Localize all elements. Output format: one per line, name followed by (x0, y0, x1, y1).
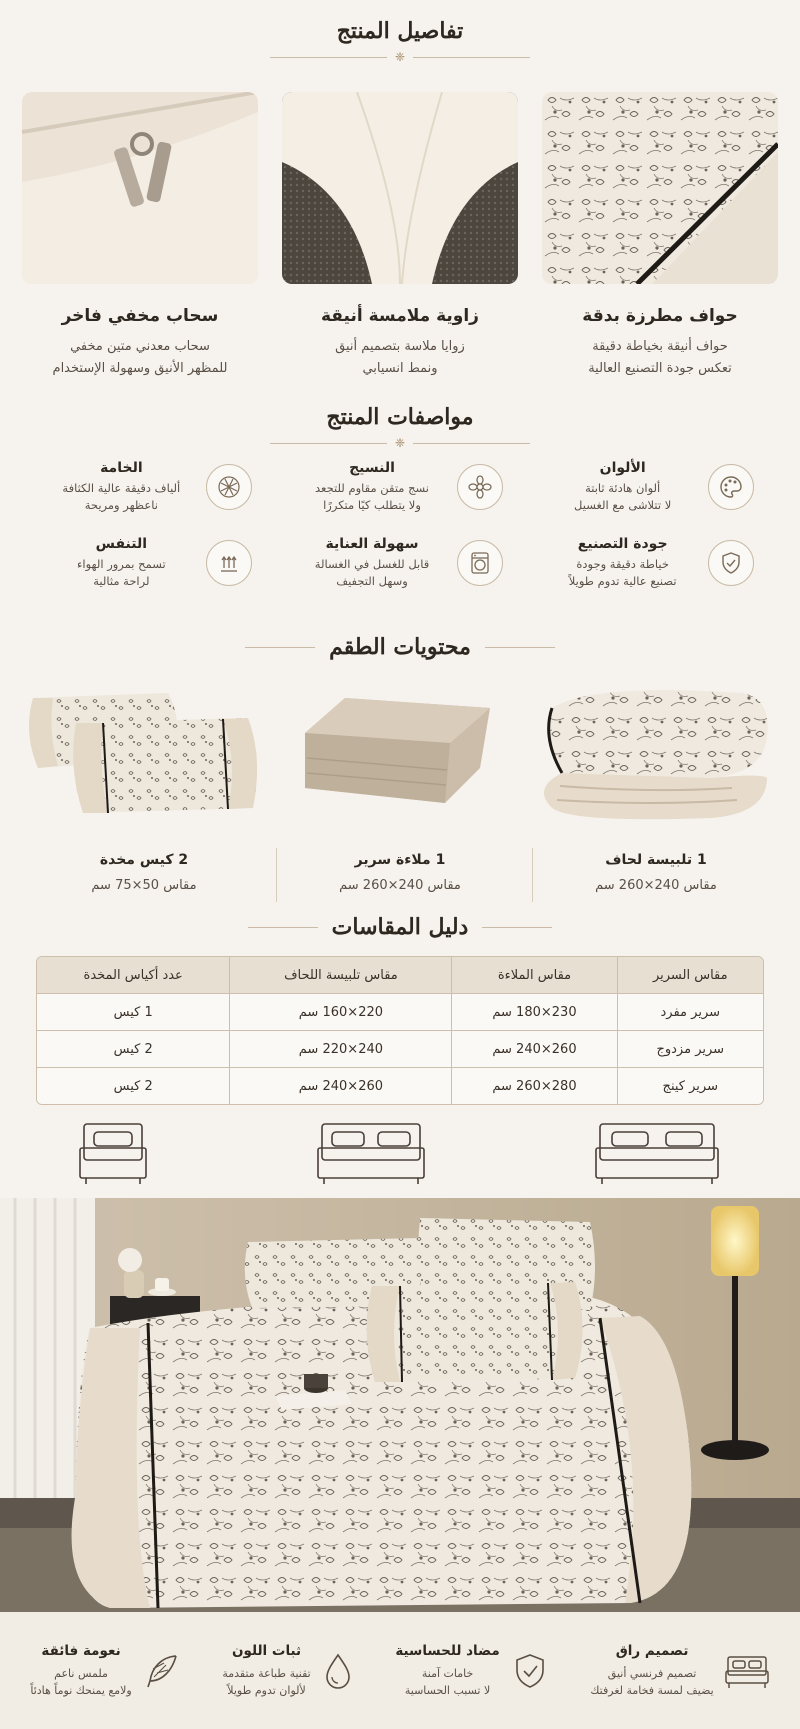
palette-icon (708, 464, 754, 510)
title-rule (482, 927, 552, 928)
specs-grid (0, 460, 800, 590)
feather-icon (142, 1651, 182, 1691)
column-header: عدد أكياس المخدة (37, 957, 229, 993)
bed-sheet-image (275, 678, 525, 828)
detail-line: للمظهر الأنيق وسهولة الإستخدام (52, 361, 228, 376)
set-item (24, 852, 264, 893)
spec-title: سهولة العناية (325, 536, 419, 552)
table-cell: سرير كينج (617, 1067, 763, 1104)
detail-line: حواف أنيقة بخياطة دقيقة (592, 339, 728, 354)
set-item-title: 2 كيس مخدة (99, 852, 189, 868)
detail-item (282, 306, 518, 380)
ornament-flower-icon: ❈ (394, 50, 406, 64)
set-item-size: مقاس 240×260 سم (595, 878, 717, 893)
spec-line: ناعظهر ومريحة (84, 498, 158, 512)
detail-item (542, 306, 778, 380)
features-bar (0, 1612, 800, 1729)
feature-line: ولامع يمنحك نوماً هادئاً (30, 1683, 132, 1697)
set-images (0, 678, 800, 828)
duvet-cover-image (532, 678, 782, 828)
table-cell: 1 كيس (37, 993, 229, 1030)
spec-title: الخامة (100, 460, 143, 476)
feature-title: تصميم راق (615, 1642, 689, 1659)
king-bed-icon (594, 1118, 720, 1188)
airflow-icon (206, 540, 252, 586)
double-bed-icon (316, 1118, 426, 1188)
details-title: تفاصيل المنتج (336, 18, 464, 44)
set-item (280, 852, 520, 893)
details-section (0, 18, 800, 64)
detail-item (22, 306, 258, 380)
title-rule (485, 647, 555, 648)
shield-check-icon (708, 540, 754, 586)
spec-item (525, 460, 776, 514)
divider (532, 848, 533, 902)
feature-line: لألوان تدوم طويلاً (227, 1683, 306, 1697)
specs-title: مواصفات المنتج (326, 404, 474, 430)
spec-line: تسمح بمرور الهواء (77, 557, 166, 571)
table-cell: 260×240 سم (229, 1067, 451, 1104)
spec-title: الألوان (599, 460, 646, 476)
spec-item (275, 536, 526, 590)
detail-title: زاوية ملامسة أنيقة (321, 306, 479, 326)
divider (276, 848, 277, 902)
table-cell: 260×240 سم (451, 1030, 616, 1067)
table-cell: 240×220 سم (229, 1030, 451, 1067)
flower-icon (457, 464, 503, 510)
set-item-title: 1 تلبيسة لحاف (605, 852, 707, 868)
detail-line: سحاب معدني متين مخفي (70, 339, 210, 354)
spec-title: النسيج (349, 460, 395, 476)
table-row (37, 1030, 763, 1067)
spec-line: نسج متقن مقاوم للتجعد (315, 481, 430, 495)
spec-title: التنفس (95, 536, 148, 552)
sizes-section (0, 914, 800, 940)
spec-title: جودة التصنيع (577, 536, 668, 552)
spec-line: وسهل التجفيف (336, 574, 408, 588)
table-header-row (37, 957, 763, 993)
table-cell: 2 كيس (37, 1030, 229, 1067)
spec-line: خياطة دقيقة وجودة (576, 557, 669, 571)
size-table-wrap (0, 956, 800, 1105)
detail-descriptions (0, 296, 800, 380)
sizes-title: دليل المقاسات (331, 914, 469, 940)
feature-item (30, 1643, 181, 1699)
column-header: مقاس الملاءة (451, 957, 616, 993)
detail-photos (0, 92, 800, 284)
set-section (0, 634, 800, 660)
feature-item (590, 1643, 769, 1699)
bedroom-photo (0, 1198, 800, 1612)
detail-line: زوايا ملاسة بتصميم أنيق (335, 339, 465, 354)
set-item-title: 1 ملاءة سرير (354, 852, 446, 868)
detail-title: حواف مطرزة بدقة (582, 306, 738, 326)
detail-line: تعكس جودة التصنيع العالية (588, 361, 732, 376)
feature-item (395, 1643, 549, 1699)
set-item-size: مقاس 240×260 سم (339, 878, 461, 893)
washing-machine-icon (457, 540, 503, 586)
spec-line: ألياف دقيقة عالية الكثافة (62, 481, 181, 495)
ornament-flower-icon: ❈ (394, 436, 406, 450)
feature-title: ثبات اللون (231, 1642, 302, 1659)
spec-line: تصنيع عالية تدوم طويلاً (568, 574, 677, 588)
title-rule (245, 647, 315, 648)
table-row (37, 1067, 763, 1104)
corner-photo (282, 92, 518, 284)
title-rule (248, 927, 318, 928)
spec-line: قابل للغسل في الغسالة (314, 557, 430, 571)
set-item (536, 852, 776, 893)
table-row (37, 993, 763, 1030)
table-cell: سرير مزدوج (617, 1030, 763, 1067)
table-cell: 230×180 سم (451, 993, 616, 1030)
embroidered-edge-photo (542, 92, 778, 284)
spec-item (275, 460, 526, 514)
table-cell: 2 كيس (37, 1067, 229, 1104)
specs-section (0, 404, 800, 450)
set-title: محتويات الطقم (329, 634, 471, 660)
feature-item (222, 1643, 354, 1699)
spec-item (525, 536, 776, 590)
column-header: مقاس تلبيسة اللحاف (229, 957, 451, 993)
drop-icon (321, 1651, 355, 1691)
shield-icon (510, 1651, 550, 1691)
feature-line: ملمس ناعم (54, 1666, 108, 1680)
spec-item (24, 536, 275, 590)
table-cell: 280×260 سم (451, 1067, 616, 1104)
pillowcases-image (18, 678, 268, 828)
detail-title: سحاب مخفي فاخر (61, 306, 219, 326)
set-item-size: مقاس 50×75 سم (91, 878, 197, 893)
feature-line: يضيف لمسة فخامة لغرفتك (590, 1683, 714, 1697)
weave-icon (206, 464, 252, 510)
feature-line: تقنية طباعة متقدمة (222, 1666, 311, 1680)
table-cell: 220×160 سم (229, 993, 451, 1030)
set-labels (0, 838, 800, 893)
spec-line: ولا يتطلب كيًا متكررًا (323, 498, 421, 512)
feature-line: خامات آمنة (421, 1666, 474, 1680)
bed-illustrations (0, 1118, 800, 1188)
feature-title: مضاد للحساسية (395, 1642, 500, 1659)
zipper-photo (22, 92, 258, 284)
feature-line: تصميم فرنسي أنيق (607, 1666, 697, 1680)
spec-item (24, 460, 275, 514)
feature-title: نعومة فائقة (41, 1642, 121, 1659)
bed-icon (724, 1651, 770, 1691)
column-header: مقاس السرير (617, 957, 763, 993)
title-ornament (270, 436, 530, 450)
spec-line: لراحة مثالية (93, 574, 150, 588)
table-cell: سرير مفرد (617, 993, 763, 1030)
size-table (36, 956, 764, 1105)
title-ornament (270, 50, 530, 64)
spec-line: لا تتلاشى مع الغسيل (574, 498, 672, 512)
detail-line: ونمط انسيابي (362, 361, 438, 376)
spec-line: ألوان هادئة ثابتة (585, 481, 661, 495)
single-bed-icon (78, 1118, 148, 1188)
feature-line: لا تسبب الحساسية (404, 1683, 491, 1697)
